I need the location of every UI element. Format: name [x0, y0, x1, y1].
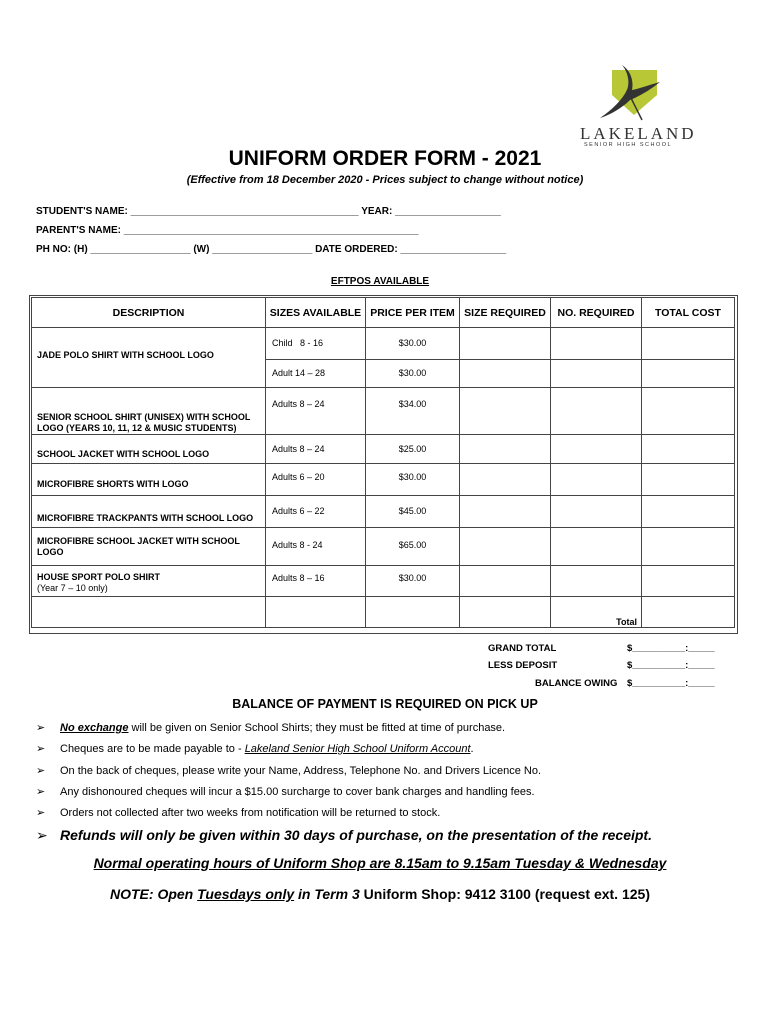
no-required-cell[interactable] — [551, 328, 642, 360]
refund-text: Refunds will only be given within 30 days of purchase, on the presentation of the receipt. — [60, 827, 652, 843]
logo-name: LAKELAND — [580, 124, 697, 143]
phone-date-field[interactable]: PH NO: (H) __________________ (W) __________________ DATE ORDERED: ___________________ — [36, 244, 507, 255]
row-price: $30.00 — [366, 566, 460, 597]
bullet-text-end: . — [470, 743, 474, 755]
row-description: JADE POLO SHIRT WITH SCHOOL LOGO — [32, 328, 266, 388]
total-cost-cell[interactable] — [642, 528, 735, 566]
total-cost-cell[interactable] — [642, 328, 735, 360]
row-sizes: Adult 14 – 28 — [266, 360, 366, 388]
row-price: $34.00 — [366, 388, 460, 435]
bullet-text: Cheques are to be made payable to - — [60, 743, 245, 755]
note-prefix: NOTE: Open — [110, 886, 198, 902]
list-item — [36, 721, 505, 734]
table-row — [32, 464, 735, 496]
size-required-cell[interactable] — [460, 360, 551, 388]
row-price: $30.00 — [366, 464, 460, 496]
shop-note — [0, 886, 760, 902]
no-required-cell[interactable] — [551, 496, 642, 528]
row-price: $30.00 — [366, 328, 460, 360]
size-required-cell[interactable] — [460, 528, 551, 566]
row-sizes: Adults 6 – 20 — [266, 464, 366, 496]
eftpos-note: EFTPOS AVAILABLE — [330, 276, 430, 287]
row-description: SCHOOL JACKET WITH SCHOOL LOGO — [32, 435, 266, 464]
header-sizes: SIZES AVAILABLE — [266, 298, 366, 328]
no-required-cell[interactable] — [551, 360, 642, 388]
table-header-row — [32, 298, 735, 328]
row-sizes: Adults 6 – 22 — [266, 496, 366, 528]
row-sizes: Adults 8 – 24 — [266, 435, 366, 464]
total-cost-cell[interactable] — [642, 360, 735, 388]
table-row — [32, 435, 735, 464]
balance-owing-value[interactable]: $__________:_____ — [627, 678, 715, 689]
no-required-cell[interactable] — [551, 435, 642, 464]
list-item — [36, 764, 541, 777]
size-required-cell[interactable] — [460, 388, 551, 435]
order-table — [31, 297, 735, 628]
table-row — [32, 528, 735, 566]
shop-hours: Normal operating hours of Uniform Shop are 8.15am to 9.15am Tuesday & Wednesday — [93, 855, 667, 871]
header-no-required: NO. REQUIRED — [551, 298, 642, 328]
row-description — [32, 566, 266, 597]
no-required-cell[interactable] — [551, 566, 642, 597]
size-required-cell[interactable] — [460, 566, 551, 597]
row-price: $45.00 — [366, 496, 460, 528]
row-description: SENIOR SCHOOL SHIRT (UNISEX) WITH SCHOOL LOGO (YEARS 10, 11, 12 & MUSIC STUDENTS) — [32, 388, 266, 435]
less-deposit-value[interactable]: $__________:_____ — [627, 660, 715, 671]
arrow-icon: ➢ — [36, 807, 46, 819]
balance-owing-label: BALANCE OWING — [535, 678, 618, 689]
less-deposit-label: LESS DEPOSIT — [488, 660, 558, 671]
parent-name-field[interactable]: PARENT'S NAME: _____________________________________________________ — [36, 225, 419, 236]
list-item — [36, 806, 440, 819]
page-subtitle: (Effective from 18 December 2020 - Prices subject to change without notice) — [186, 174, 584, 186]
total-cost-cell[interactable] — [642, 464, 735, 496]
table-row — [32, 566, 735, 597]
bullet-text: Any dishonoured cheques will incur a $15.00 surcharge to cover bank charges and handling fees. — [60, 786, 535, 798]
balance-heading: BALANCE OF PAYMENT IS REQUIRED ON PICK UP — [232, 697, 538, 711]
grand-total-label: GRAND TOTAL — [488, 643, 557, 654]
table-row — [32, 328, 735, 360]
row-price: $25.00 — [366, 435, 460, 464]
row-description: MICROFIBRE TRACKPANTS WITH SCHOOL LOGO — [32, 496, 266, 528]
row-sizes: Child 8 - 16 — [266, 328, 366, 360]
no-required-cell[interactable] — [551, 388, 642, 435]
arrow-icon: ➢ — [36, 765, 46, 777]
row-description: MICROFIBRE SCHOOL JACKET WITH SCHOOL LOGO — [32, 528, 266, 566]
no-required-cell[interactable] — [551, 528, 642, 566]
list-item — [36, 742, 474, 755]
list-item — [36, 785, 535, 798]
total-value-cell[interactable] — [642, 597, 735, 628]
row-price: $30.00 — [366, 360, 460, 388]
page-title: UNIFORM ORDER FORM - 2021 — [228, 147, 542, 170]
bullet-text: will be given on Senior School Shirts; they must be fitted at time of purchase. — [128, 722, 506, 734]
header-total-cost: TOTAL COST — [642, 298, 735, 328]
size-required-cell[interactable] — [460, 464, 551, 496]
total-cost-cell[interactable] — [642, 566, 735, 597]
row-sizes: Adults 8 - 24 — [266, 528, 366, 566]
total-row — [32, 597, 735, 628]
row-price: $65.00 — [366, 528, 460, 566]
table-row — [32, 388, 735, 435]
size-required-cell[interactable] — [460, 328, 551, 360]
student-name-field[interactable]: STUDENT'S NAME: _________________________________________ YEAR: ___________________ — [36, 206, 501, 217]
row-sizes: Adults 8 – 16 — [266, 566, 366, 597]
total-cost-cell[interactable] — [642, 496, 735, 528]
logo-subtitle: SENIOR HIGH SCHOOL — [584, 142, 673, 148]
row-description-note: (Year 7 – 10 only) — [37, 583, 108, 593]
no-required-cell[interactable] — [551, 464, 642, 496]
note-tuesdays: Tuesdays only — [197, 886, 295, 902]
header-size-required: SIZE REQUIRED — [460, 298, 551, 328]
bullet-text: On the back of cheques, please write your Name, Address, Telephone No. and Drivers Licence No. — [60, 765, 542, 777]
account-name-text: Lakeland Senior High School Uniform Account — [244, 743, 471, 755]
arrow-icon: ➢ — [36, 722, 46, 734]
total-cost-cell[interactable] — [642, 435, 735, 464]
table-row — [32, 496, 735, 528]
header-price: PRICE PER ITEM — [366, 298, 460, 328]
size-required-cell[interactable] — [460, 435, 551, 464]
note-phone: Uniform Shop: 9412 3100 (request ext. 125) — [359, 886, 650, 902]
no-exchange-text: No exchange — [60, 722, 129, 734]
row-description: MICROFIBRE SHORTS WITH LOGO — [32, 464, 266, 496]
header-description: DESCRIPTION — [32, 298, 266, 328]
row-sizes: Adults 8 – 24 — [266, 388, 366, 435]
row-description-text: HOUSE SPORT POLO SHIRT — [37, 572, 161, 582]
total-label: Total — [551, 597, 642, 628]
bullet-text: Orders not collected after two weeks from notification will be returned to stock. — [60, 807, 441, 819]
refund-policy — [36, 827, 652, 844]
arrow-icon: ➢ — [36, 827, 48, 843]
note-term: in Term 3 — [294, 886, 360, 902]
total-cost-cell[interactable] — [642, 388, 735, 435]
arrow-icon: ➢ — [36, 786, 46, 798]
size-required-cell[interactable] — [460, 496, 551, 528]
grand-total-value[interactable]: $__________:_____ — [627, 643, 715, 654]
arrow-icon: ➢ — [36, 743, 46, 755]
